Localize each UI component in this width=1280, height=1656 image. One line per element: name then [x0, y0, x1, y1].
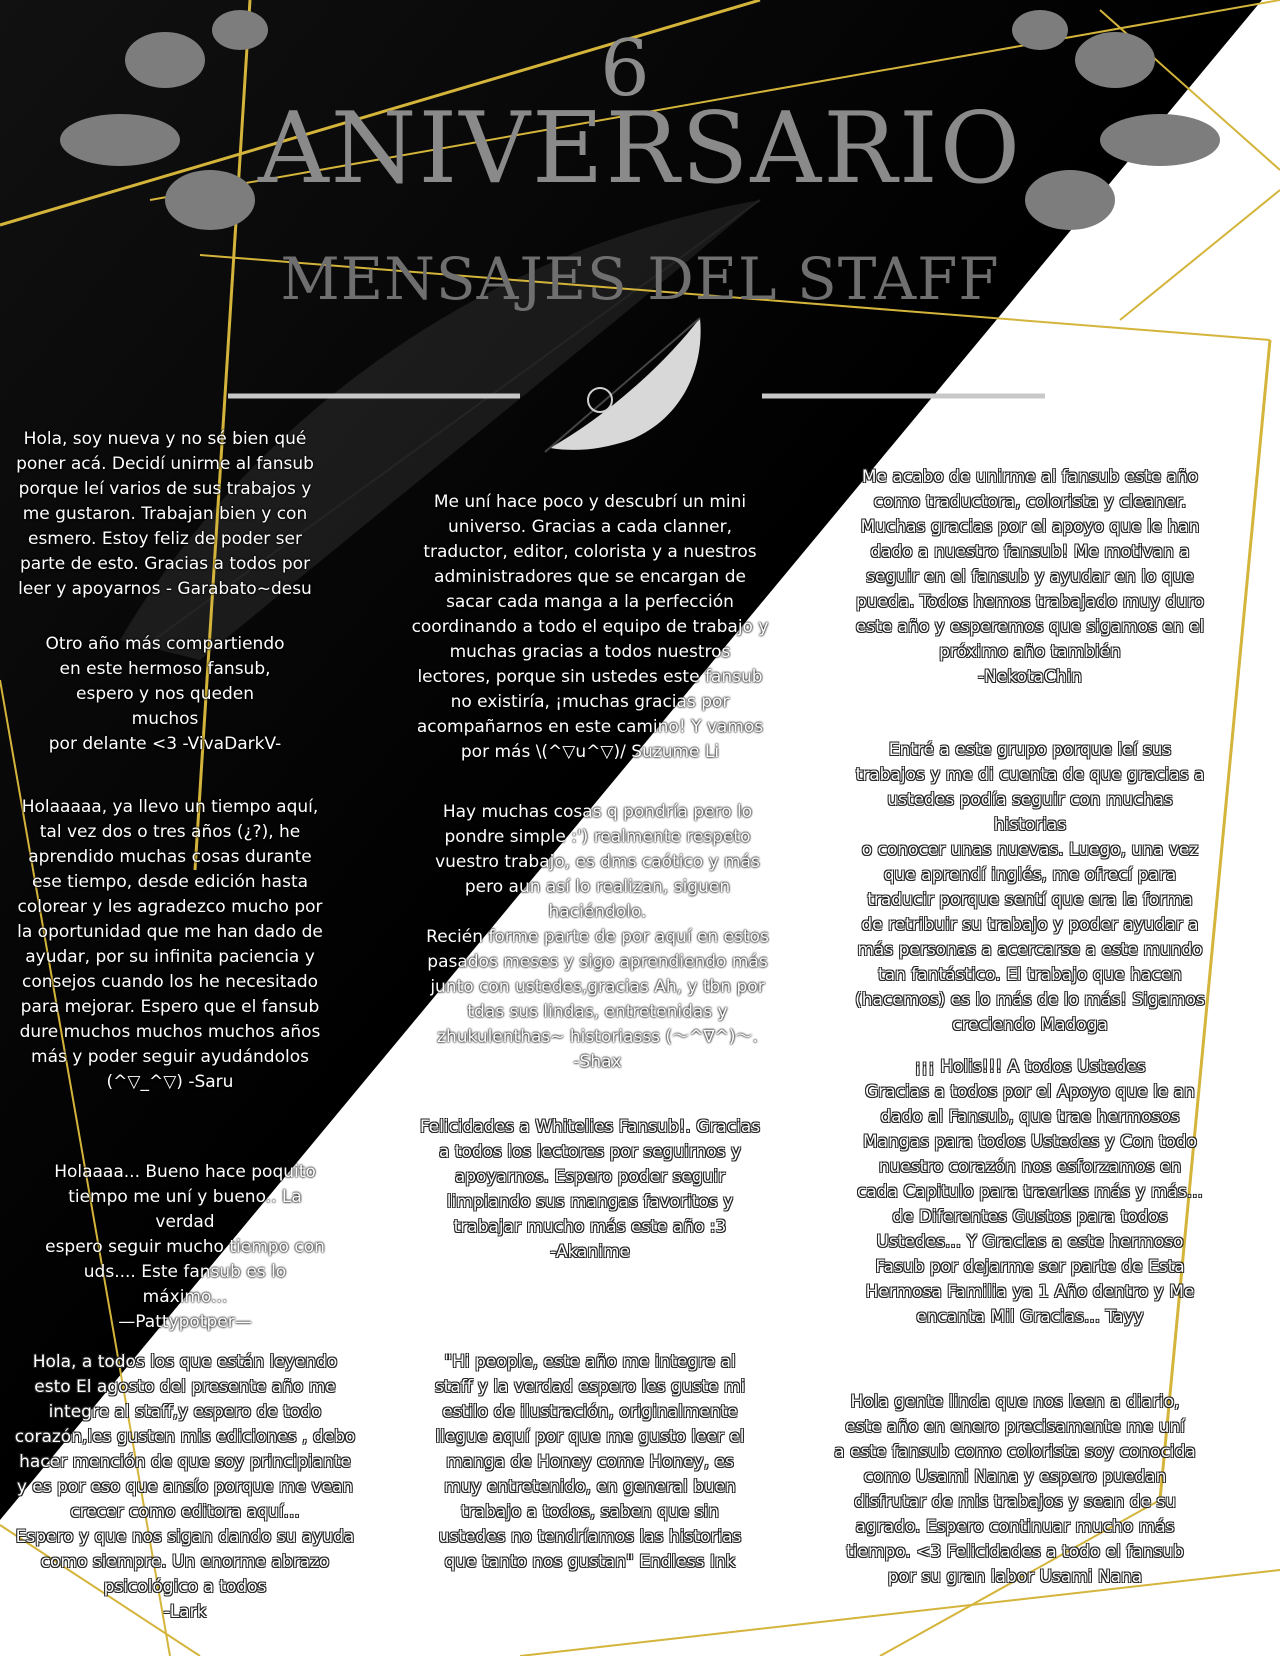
message-suzume-li: Me uní hace poco y descubrí un mini universo. Gracias a cada clanner, traductor, editor, colorista y a nuestros administradores que se encargan de sacar cada manga a la perfección coordinando a todo el equipo de trabajo y muchas gracias a todos nuestros lectores, porque sin ustedes este fansub no existiría, ¡muchas gracias por acompañarnos en este camino! Y vamos por más \(^▽u^▽)/ Suzume Li: [411, 492, 769, 762]
message-lark: Hola, a todos los que están leyendo esto El agosto del presente año me integre al staff,y espero de todo corazón,les gusten mis ediciones , debo hacer mención de que soy principiante y es por eso que ansío porque me vean crecer como editora aquí... Espero y que nos sigan dando su ayuda como siempre. Un enorme abrazo psicológico a todos -Lark: [14, 1352, 356, 1622]
message-madoga: Entré a este grupo porque leí sus trabajos y me di cuenta de que gracias a ustedes podía seguir con muchas historias o conocer unas nuevas. Luego, una vez que aprendí inglés, me ofrecí para traducir porque sentí que era la forma de retribuir su trabajo y poder ayudar a más personas a acercarse a este mundo tan fantástico. El trabajo que hacen (hacemos) es lo más de lo más! Sigamos creciendo Madoga: [855, 740, 1205, 1035]
message-shax: Hay muchas cosas q pondría pero lo pondre simple :') realmente respeto vuestro trabajo, es dms caótico y más pero aun así lo realizan, siguen haciéndolo. Recién forme parte de por aquí en estos pasados meses y sigo aprendiendo más junto con ustedes,gracias Ah, y tbn por tdas sus lindas, entretenidas y zhukulenthas~ historiasss (〜^∇^)〜. -Shax: [426, 802, 769, 1072]
message-endless-ink: "Hi people, este año me integre al staff y la verdad espero les guste mi estilo de ilustración, originalmente llegue aquí por que me gusto leer el manga de Honey come Honey, es muy entretenido, en general buen trabajo a todos, saben que sin ustedes no tendríamos las historias que tanto nos gustan" Endless Ink: [434, 1352, 746, 1572]
anniversary-number: 6: [600, 24, 650, 114]
page-title: ANIVERSARIO: [257, 92, 1023, 206]
message-garabato: Hola, soy nueva y no sé bien qué poner acá. Decidí unirme al fansub porque leí varios de sus trabajos y me gustaron. Trabajan bien y con esmero. Estoy feliz de poder ser parte de esto. Gracias a todos por leer y apoyarnos - Garabato~desu: [16, 429, 314, 599]
message-vivadarkv: Otro año más compartiendo en este hermoso fansub, espero y nos queden muchos por delante <3 -VivaDarkV-: [45, 634, 285, 754]
message-tayy: ¡¡¡ Holis!!! A todos Ustedes Gracias a todos por el Apoyo que le an dado al Fansub, que trae hermosos Mangas para todos Ustedes y Con todo nuestro corazón nos esforzamos en cada Capitulo para traerles más y más... de Diferentes Gustos para todos Ustedes... Y Gracias a este hermoso Fasub por dejarme ser parte de Esta Hermosa Familia ya 1 Año dentro y Me encanta Mil Gracias... Tayy: [857, 1057, 1203, 1327]
message-usami-nana: Hola gente linda que nos leen a diario, este año en enero precisamente me uní a este fansub como colorista soy conocida como Usami Nana y espero puedan disfrutar de mis trabajos y sean de su agrado. Espero continuar mucho más tiempo. <3 Felicidades a todo el fansub por su gran labor Usami Nana: [834, 1392, 1196, 1587]
page-subtitle: MENSAJES DEL STAFF: [280, 245, 1000, 313]
message-nekotachin: Me acabo de unirme al fansub este año como traductora, colorista y cleaner. Muchas gracias por el apoyo que le han dado a nuestro fansub! Me motivan a seguir en el fansub y ayudar en lo que pueda. Todos hemos trabajado muy duro este año y esperemos que sigamos en el próximo año también -NekotaChin: [855, 467, 1205, 687]
message-saru: Holaaaaa, ya llevo un tiempo aquí, tal vez dos o tres años (¿?), he aprendido muchas cosas durante ese tiempo, desde edición hasta colorear y les agradezco mucho por la oportunidad que me han dado de ayudar, por su infinita paciencia y consejos cuando los he necesitado para mejorar. Espero que el fansub dure muchos muchos muchos años más y poder seguir ayudándolos (^▽_^▽) -Saru: [17, 797, 323, 1092]
message-pattypotper: Holaaaa... Bueno hace poquito tiempo me uní y bueno.. La verdad espero seguir mucho tiempo con uds.... Este fansub es lo máximo... —Pattypotper—: [45, 1162, 325, 1332]
message-akanime: Felicidades a Whitelies Fansub!. Gracias a todos los lectores por seguirnos y apoyarnos. Espero poder seguir limpiando sus mangas favoritos y trabajar mucho más este año :3 -Akanime: [419, 1117, 761, 1262]
